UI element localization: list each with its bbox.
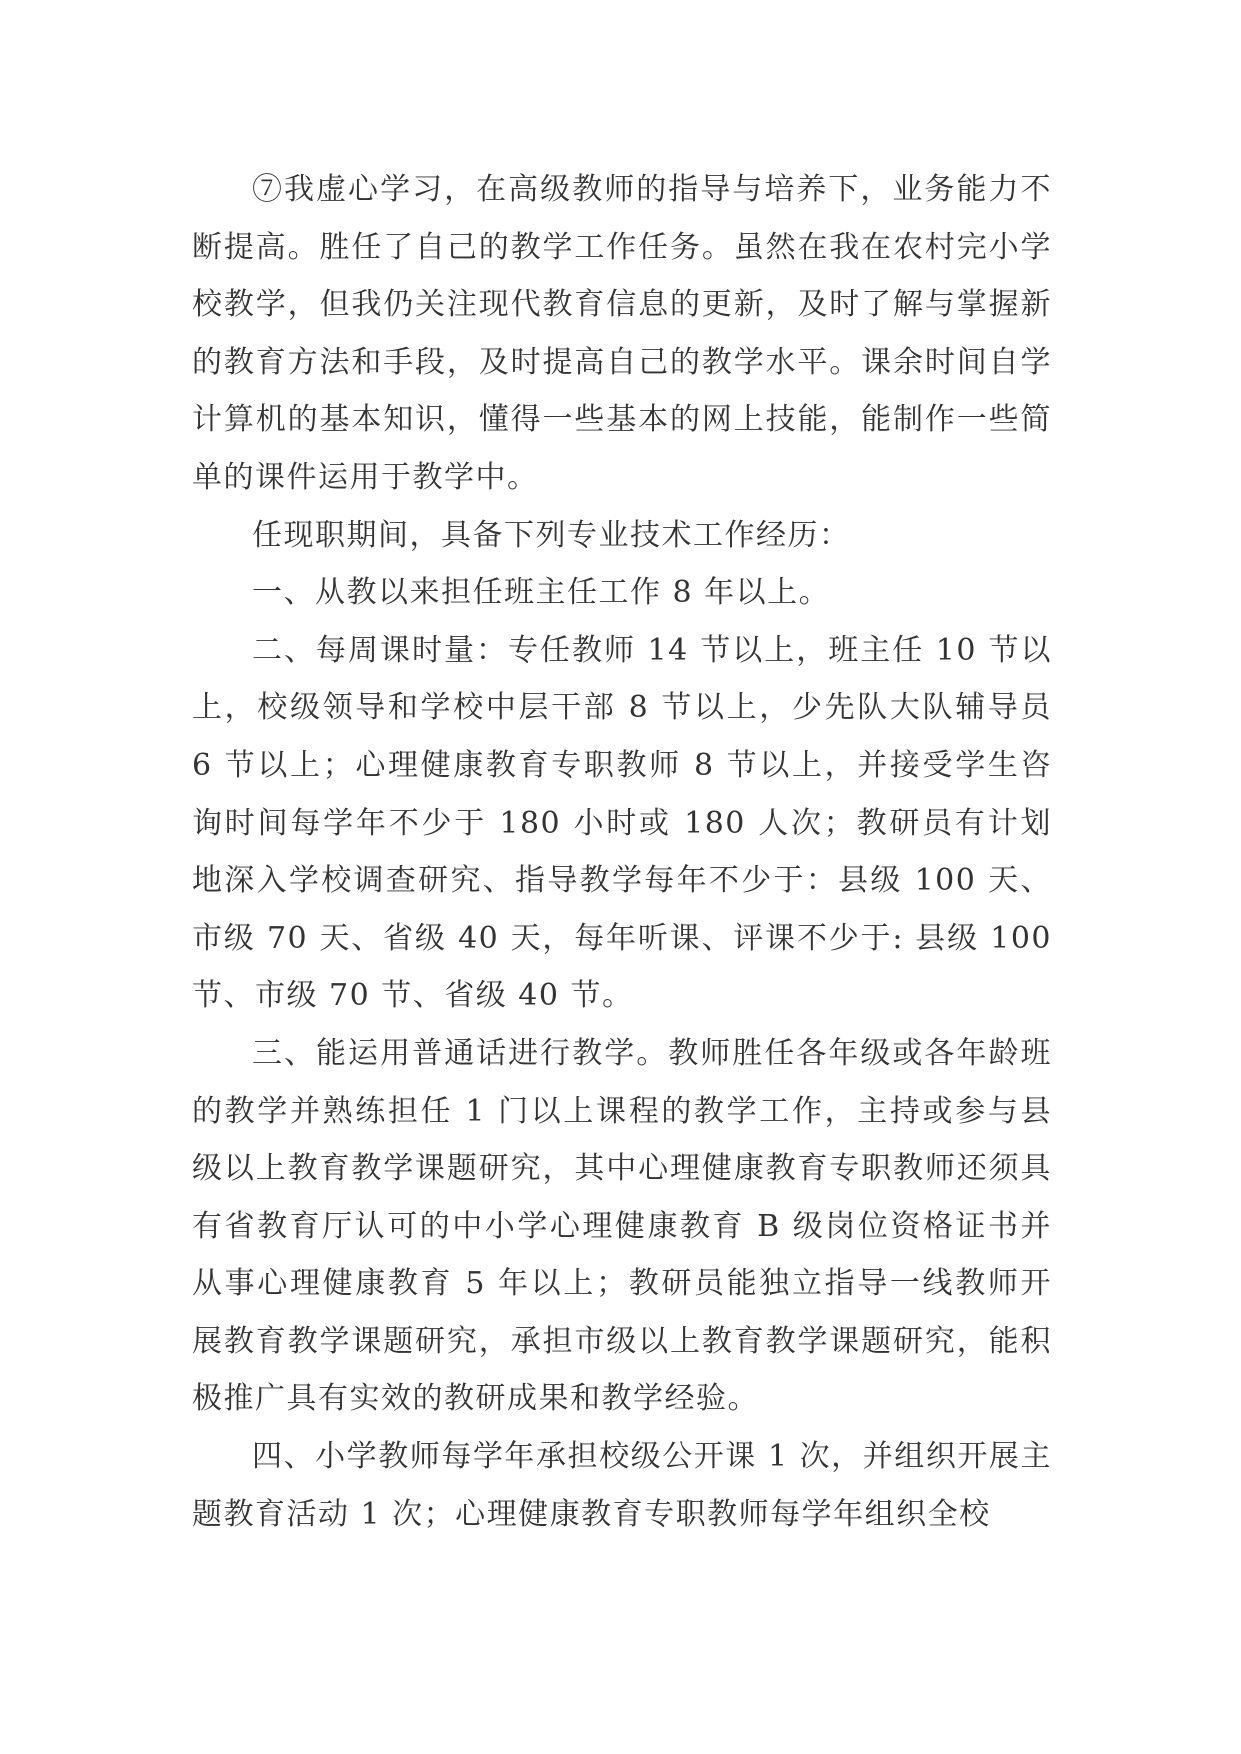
paragraph-study: ⑦我虚心学习，在高级教师的指导与培养下，业务能力不断提高。胜任了自己的教学工作任务。虽然在我在农村完小学校教学，但我仍关注现代教育信息的更新，及时了解与掌握新的教育方法和手段，及时提高自己的教学水平。课余时间自学计算机的基本知识，懂得一些基本的网上技能，能制作一些简单的课件运用于教学中。 — [192, 172, 1052, 495]
paragraph-item-2: 二、每周课时量：专任教师 14 节以上，班主任 10 节以上，校级领导和学校中层干部 8 节以上，少先队大队辅导员 6 节以上；心理健康教育专职教师 8 节以上，并接受学生咨询时间每学年不少于 180 小时或 180 人次；教研员有计划地深入学校调查研究、指导教学每年不少于：县级 100 天、市级 70 天、省级 40 天，每年听课、评课不少于: 县级 100 节、市级 70 节、省级 40 节。 — [192, 632, 1052, 1014]
document-body — [192, 161, 1052, 1543]
paragraph-item-3: 三、能运用普通话进行教学。教师胜任各年级或各年龄班的教学并熟练担任 1 门以上课程的教学工作，主持或参与县级以上教育教学课题研究，其中心理健康教育专职教师还须具有省教育厅认可的中小学心理健康教育 B 级岗位资格证书并从事心理健康教育 5 年以上；教研员能独立指导一线教师开展教育教学课题研究，承担市级以上教育教学课题研究，能积极推广具有实效的教研成果和教学经验。 — [192, 1035, 1052, 1417]
paragraph-item-1: 一、从教以来担任班主任工作 8 年以上。 — [252, 575, 831, 611]
paragraph-item-4: 四、小学教师每学年承担校级公开课 1 次，并组织开展主题教育活动 1 次；心理健康教育专职教师每学年组织全校 — [192, 1439, 1052, 1532]
paragraph-experience-intro: 任现职期间，具备下列专业技术工作经历： — [252, 517, 851, 553]
